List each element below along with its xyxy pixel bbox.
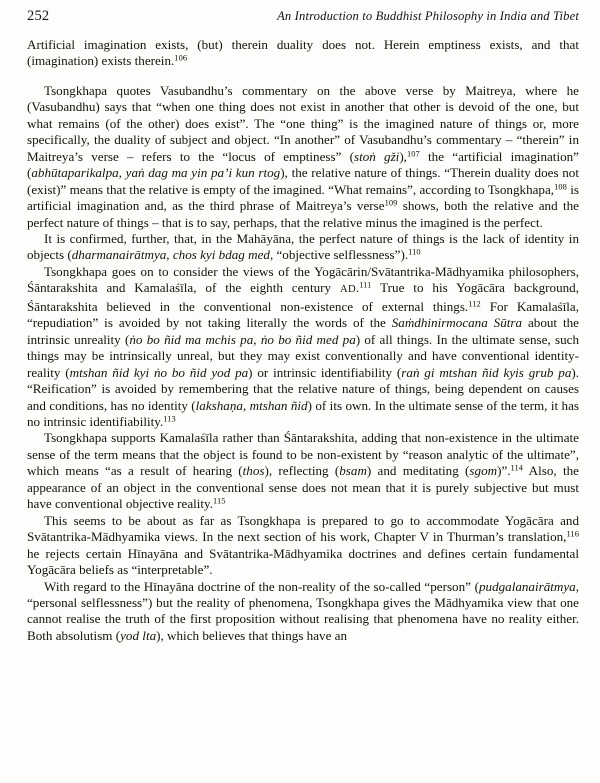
paragraph-kamalasila-support: Tsongkhapa supports Kamalaśīla rather than Śāntarakshita, adding that non-existence in the ultimate sense of the term means that the object is found to be non-existent by “reason analytic of the ultimate”, which means “as a result of hearing (thos), reflecting (bsam) and meditating (sgom)”.$^{114}$ Also, the appearance of an object in the conventional sense does not mean that it is purely subjective but must have conventional objective reality.$^{115}$ bbox=[27, 430, 579, 512]
term-abhutaparikalpa: abhūtaparikalpa, yaṅ dag ma yin pa’i kun rtog bbox=[31, 165, 281, 181]
footnote-marker: 109 bbox=[384, 198, 398, 208]
term-ston-gzi: stoṅ gži bbox=[353, 148, 400, 164]
term-pudgalanairatmya: pudgalanairātmya bbox=[478, 578, 576, 594]
footnote-marker: 114 bbox=[510, 463, 524, 473]
paragraph-pudgalanairatmya: With regard to the Hīnayāna doctrine of the non-reality of the so-called “person” (pudgalanairātmya, “personal selflessness”) but the reality of phenomena, Tsongkhapa gives the Mādhyamika view that one cannot realise the truth of the first proposition without realising that phenomena have no reality either. Both absolutism (yod lta), which believes that things have an bbox=[27, 578, 579, 643]
term-bsam: bsam bbox=[339, 463, 367, 479]
page-body bbox=[27, 37, 579, 644]
running-head bbox=[27, 8, 579, 28]
term-dharmanairatmya: dharmanairātmya, chos kyi bdag med bbox=[71, 247, 270, 263]
paragraph-accommodation-limit: This seems to be about as far as Tsongkhapa is prepared to go to accommodate Yogācāra and Svātantrika-Mādhyamika views. In the next section of his work, Chapter V in Thurman’s translation,$^{116}$ he rejects certain Hīnayāna and Svātantrika-Mādhyamika doctrines and defines certain fundamental Yogācāra beliefs as “interpretable”. bbox=[27, 512, 579, 578]
page-number: 252 bbox=[27, 8, 50, 24]
era-label: AD bbox=[340, 284, 356, 296]
term-mtshan-nid-kyi: mtshan ñid kyi ṅo bo ñid yod pa bbox=[69, 364, 249, 380]
term-sgom: sgom bbox=[469, 463, 498, 479]
footnote-marker: 112 bbox=[468, 299, 481, 309]
footnote-marker: 116 bbox=[566, 529, 579, 539]
paragraph-yogacara-svatantrika: Tsongkhapa goes on to consider the views of the Yogācārin/Svātantrika-Mādhyamika philosophers, Śāntarakshita and Kamalaśīla, of the eighth century AD.$^{111}$ True to his Yogācāra background, Śāntarakshita believed in the conventional non-existence of external things.$^{112}$ For Kamalaśīla, “repudiation” is avoided by not taking literally the words of the Saṁdhinirmocana Sūtra about the intrinsic unreality (ṅo bo ñid ma mchis pa, ṅo bo ñid med pa) of all things. In the ultimate sense, such things may be intrinsically unreal, but they may exist conventionally and have conventional identity-reality (mtshan ñid kyi ṅo bo ñid yod pa) or intrinsic identifiability (raṅ gi mtshan ñid kyis grub pa). “Reification” is avoided by remembering that the relative nature of things, being dependent on causes and conditions, has no identity (lakshaṇa, mtshan ñid) of its own. In the ultimate sense of the term, it has no intrinsic identifiability.$^{113}$ bbox=[27, 263, 580, 429]
footnote-marker: 108 bbox=[554, 182, 567, 192]
footnote-marker: 110 bbox=[408, 248, 421, 258]
footnote-marker: 107 bbox=[406, 149, 420, 159]
term-yod-lta: yod lta bbox=[120, 627, 157, 643]
term-lakshana: lakshaṇa, mtshan ñid bbox=[195, 397, 308, 413]
term-ran-gi-mtshan-nid: raṅ gi mtshan ñid kyis grub pa bbox=[401, 364, 572, 380]
term-samdhinirmocana-sutra: Saṁdhinirmocana Sūtra bbox=[391, 315, 523, 331]
footnote-marker: 106 bbox=[174, 54, 188, 64]
footnote-marker: 111 bbox=[359, 280, 372, 290]
paragraph-perfect-nature: It is confirmed, further, that, in the Mahāyāna, the perfect nature of things is the lack of identity in objects (dharmanairātmya, chos kyi bdag med, “objective selflessness”).$^{110}$ bbox=[27, 230, 579, 263]
footnote-marker: 113 bbox=[163, 414, 176, 424]
running-head-title: An Introduction to Buddhist Philosophy in India and Tibet bbox=[277, 9, 579, 23]
paragraph-vasubandhu-commentary: Tsongkhapa quotes Vasubandhu’s commentary on the above verse by Maitreya, where he (Vasubandhu) says that “when one thing does not exist in another that other is devoid of the one, but what remains (of the other) does exist”. The “one thing” is the imagined nature of things or, more specifically, the duality of subject and object. “In another” of Vasubandhu’s commentary – “therein” in Maitreya’s verse – refers to the “locus of emptiness” (stoṅ gži),$^{107}$ the “artificial imagination” (abhūtaparikalpa, yaṅ dag ma yin pa’i kun rtog), the relative nature of things. “Therein duality does not (exist)” means that the relative is empty of the imagined. “What remains”, according to Tsongkhapa,$^{108}$ is artificial imagination and, as the third phrase of Maitreya’s verse$^{109}$ shows, both the relative and the perfect nature of things – that is to say, perhaps, that the relative minus the imagined is the perfect. bbox=[27, 82, 579, 230]
footnote-marker: 115 bbox=[213, 496, 226, 506]
term-thos: thos bbox=[242, 463, 265, 479]
term-no-bo-nid: ṅo bo ñid ma mchis pa, ṅo bo ñid med pa bbox=[129, 331, 356, 347]
paragraph-quote-verse: Artificial imagination exists, (but) therein duality does not. Herein emptiness exists, and that (imagination) exists therein.$^{106}$ bbox=[27, 37, 579, 69]
